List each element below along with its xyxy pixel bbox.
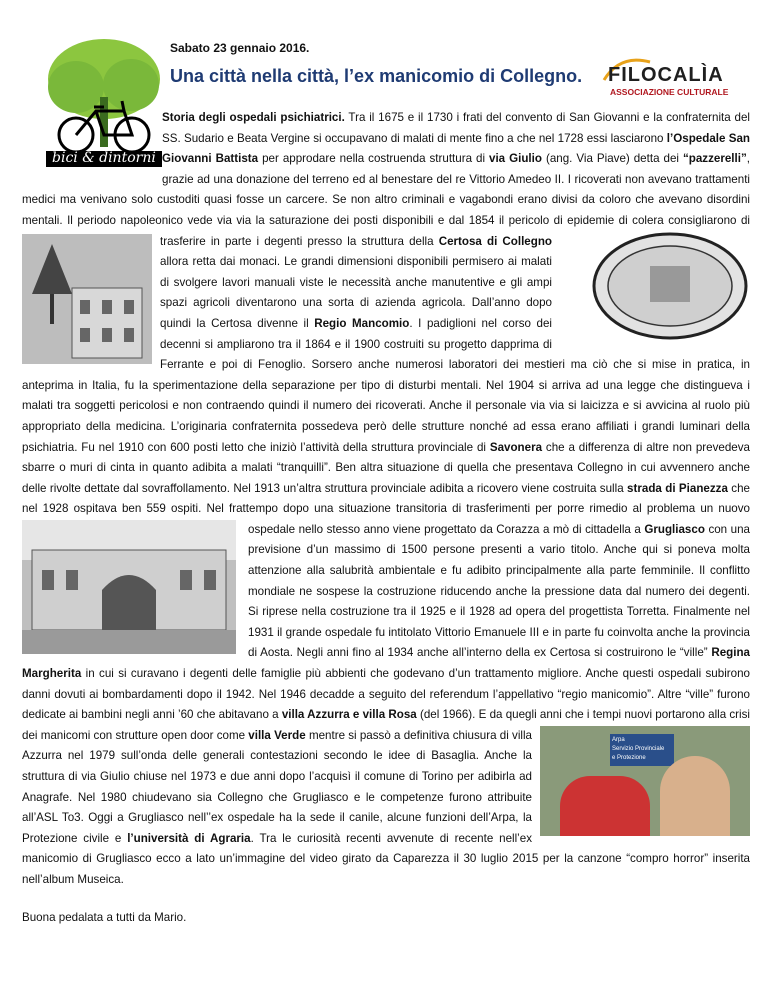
villa-photo: [22, 234, 152, 364]
article-body-part1: Storia degli ospedali psichiatrici. Tra il 1675 e il 1730 i frati del convento di San Giovanni e la confraternita del SS. Sudario e Beata Vergine si occupavano di malati di mente fino a che nel 1728 essi lasciarono l’Ospedale San Giovanni Battista per approdare nella costruenda struttura di via Giulio (ang. Via Piave) detta dei “pazzerelli”, grazie ad una donazione del terreno ed al benestare del re Vittorio Amedeo II. I ricoverati non avevano trattamenti medici ma venivano solo custoditi quasi fosse un carcere. Se non altro criminali e vagabondi erano divisi da coloro che avevano disordini mentali. Il periodo napoleonico vede via via la saturazione dei posti disponibili e dal 1854 il pericolo di epidemie di colera consigliarono di trasferire in parte i degenti presso la struttura della Certosa di Collegno allora retta dai monaci. Le grandi dimensioni disponibili permisero ai malati di svolgere lavori manuali viste le necessità anche manutentive e gli ampi spazi agricoli diventarono una sorta di azienda agricola. Dall’anno dopo quindi la Certosa divenne il Regio Mancomio. I padiglioni nel corso dei decenni si ampliarono tra il 1864 e il 1900 costruiti su progetto dapprima di Ferrante e poi di Fenoglio. Sorsero anche numerosi laboratori dei mestieri ma ciò che si mise in pratica, in anteprima in Italia, fu la sperimentazione della separazione per tipo di disturbi mentali. Nel 1904 si arriva ad una legge che distingueva i malati tra soggetti pericolosi e non contraendo quindi il numero dei ricoverati. Anche il personale via via si laicizza e si avvicina al ruolo più appropriato della medicina. L’originaria confraternita possedeva però delle strutture nonché ad essa erano affiliati i grandi luminari della psichiatria. Fu nel 1910 con 600 posti letto che iniziò l’attività della struttura provinciale di Savonera che a differenza di altre non prevedeva sbarre o muri di cinta in quanto adibita a malati “tranquilli”. Ben altra situazione di quella che presentava Collegno in cui avvennero anche delle rivolte dettate dal sovraffollamento. Nel 1913 un’altra struttura provinciale adibita a ricovero viene costruita sulla strada di Pianezza che nel 1928 ospitava ben 559 ospiti. Nel frattempo dopo una situazione transitoria di trasferimenti per porre rimedio al problema un nuovo ospedale nello stesso anno viene progettato da Corazza a mò di cittadella a Grugliasco con una previsione d’un massimo di 1500 persone presenti a vario titolo. Anche qui si poneva molta attenzione alla salubrità ambientale e fu adibito principalmente alla parte femminile. Il conflitto mondiale ne sospese la costruzione riducendo anche la pressione data dal numero dei degenti. Si riprese nella costruzione tra il 1925 e il 1928 ad opera del progettista Torretta. Finalmente nel 1931 il grande ospedale fu intitolato Vittorio Emanuele III e in parte fu coinvolta anche la provincia di Aosta. Negli anni fino al 1934 anche all’interno della ex Certosa si costruirono le “ville” Regina Margherita in cui si curavano i degenti delle famiglie più abbienti che godevano d’un trattamento migliore. Anche questi ospedali subirono danni dovuti ai bombardamenti dopo il 1942. Nel 1946 decadde a seguito del referendum l’appellativo “regio manicomio”. Altre “ville” furono dedicate ai bambini negli anni ’60 che abitavano a villa Azzurra e villa Rosa (del 1966). E da quegli anni che i tempi nuovi portarono alla crisi dei manicomi con strutture open door come villa Verde Arpa Servizio Provinciale e Protezione mentre si passò a definitiva chiusura di villa Azzurra nel 1979 sull’onda delle generali contestazioni secondo le idee di Basaglia. Anche la struttura di via Giulio chiuse nel 1973 e due anni dopo l’acquisì il comune di Torino per adibirla ad Anagrafe. Nel 1980 chiudevano sia Collegno che Grugliasco e le competenze furono attribuite all’ASL To3. Oggi a Grugliasco nell’’ex ospedale ha la sede il canile, alcune funzioni dell’Arpa, la Protezione civile e l’università di Agraria. Tra le curiosità recenti avvenute di recente nell’ex manicomio di Grugliasco ecco a lato un’immagine del video girato da Caparezza il 30 luglio 2015 per la canzone “compro horror” inserita nell’album Museica.: [22, 111, 750, 886]
article-date: Sabato 23 gennaio 2016.: [170, 41, 310, 55]
filocalia-name: FILOCALÌA: [608, 64, 724, 86]
protezione-sign: Arpa Servizio Provinciale e Protezione: [610, 734, 674, 766]
hospital-photo: [22, 520, 236, 654]
collegno-seal-image: [560, 232, 750, 340]
filocalia-subtitle: ASSOCIAZIONE CULTURALE: [610, 87, 729, 97]
filocalia-logo: [600, 50, 730, 100]
article-title: Una città nella città, l’ex manicomio di Collegno.: [170, 66, 583, 86]
logo-caption: bici & dintorni: [52, 150, 156, 166]
lead-heading: Storia degli ospedali psichiatrici.: [162, 111, 345, 124]
closing-line: Buona pedalata a tutti da Mario.: [22, 911, 187, 924]
caparezza-video-photo: [540, 726, 750, 836]
